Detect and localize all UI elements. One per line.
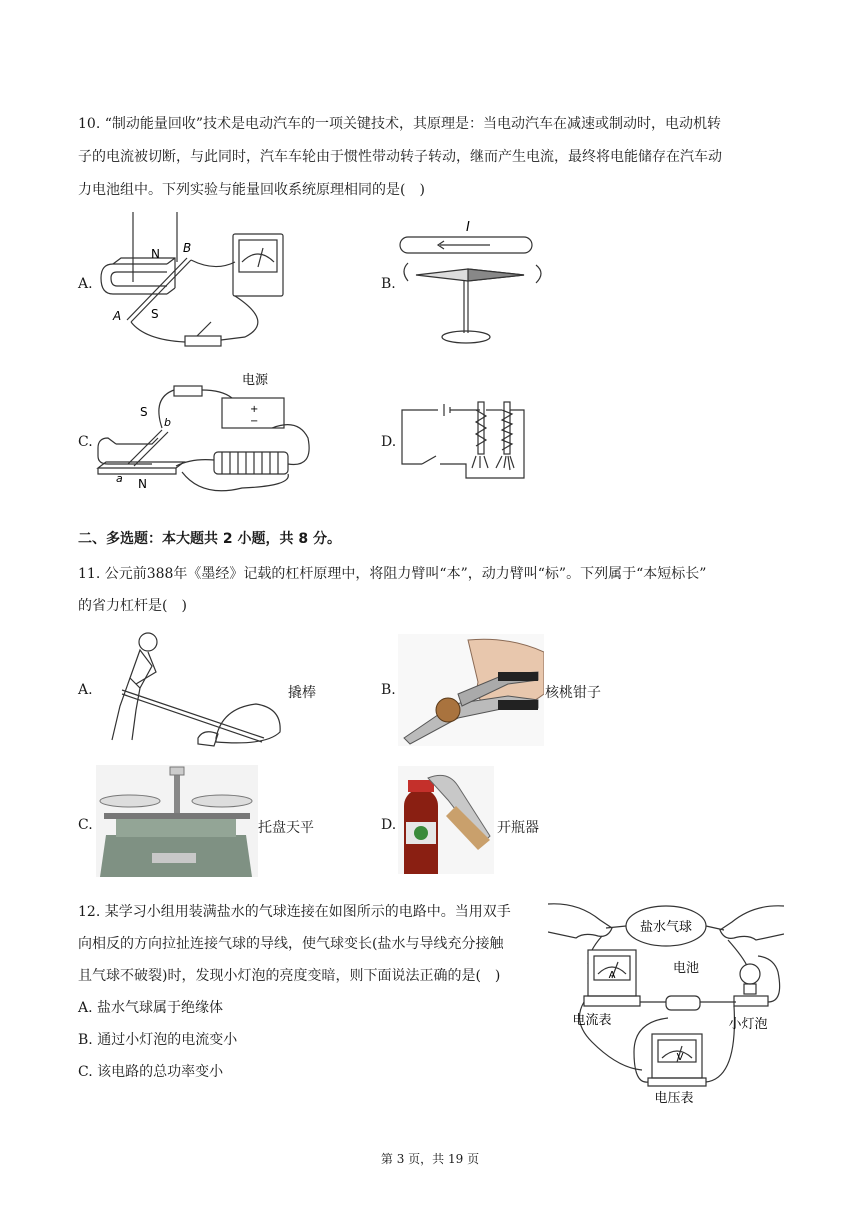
q11-figure-d-bottle-opener	[398, 766, 494, 874]
q11-option-d-name: 开瓶器	[497, 820, 539, 836]
fig-c-label-s: S	[140, 405, 148, 419]
section-2-heading: 二、多选题：本大题共 2 小题，共 8 分。	[78, 531, 341, 547]
fig-a-label-a: A	[113, 309, 122, 323]
q12-line-1: 12. 某学习小组用装满盐水的气球连接在如图所示的电路中。当用双手	[78, 904, 511, 920]
q12-ammeter-symbol: A	[608, 970, 616, 981]
q10-figure-c-motor	[92, 368, 317, 503]
q11-figure-a-crowbar	[96, 628, 292, 750]
question-11-stem	[78, 558, 778, 622]
question-10-stem	[78, 108, 783, 207]
q10-option-c-label: C.	[78, 434, 93, 450]
q10-option-b-label: B.	[381, 276, 396, 292]
q12-line-3: 且气球不破裂)时，发现小灯泡的亮度变暗，则下面说法正确的是( )	[78, 968, 501, 984]
q10-figure-b-oersted	[398, 215, 553, 350]
q10-option-a-label: A.	[78, 276, 93, 292]
q10-figure-d-electromagnets	[398, 396, 528, 486]
q11-option-a-letter: A.	[78, 682, 93, 698]
q12-voltmeter-symbol: V	[676, 1052, 684, 1063]
fig-c-label-plus: +	[250, 404, 259, 415]
fig-c-label-power: 电源	[242, 373, 269, 388]
q12-label-balloon: 盐水气球	[639, 920, 693, 935]
q12-line-2: 向相反的方向拉扯连接气球的导线，使气球变长(盐水与导线充分接触	[78, 936, 504, 952]
q11-option-c-letter: C.	[78, 817, 93, 833]
q11-figure-b-nutcracker	[398, 634, 544, 746]
fig-a-label-s: S	[151, 307, 159, 321]
q12-circuit-figure	[548, 892, 784, 1108]
fig-b-label-i: I	[466, 220, 470, 235]
q10-figure-a-generator	[95, 212, 295, 357]
q12-label-battery: 电池	[672, 961, 700, 976]
fig-a-label-b: B	[183, 241, 192, 255]
q12-label-ammeter: 电流表	[572, 1013, 612, 1028]
question-12-stem	[78, 896, 548, 1088]
q11-option-a-name: 撬棒	[288, 685, 316, 701]
fig-a-label-n: N	[151, 247, 160, 261]
page-footer: 第 3 页，共 19 页	[380, 1152, 480, 1166]
q10-line-1: 10. “制动能量回收”技术是电动汽车的一项关键技术，其原理是：当电动汽车在减速或制动时，电动机转	[78, 116, 722, 132]
fig-c-label-a: a	[116, 472, 123, 485]
q12-option-c: C. 该电路的总功率变小	[78, 1064, 224, 1080]
q12-option-b: B. 通过小灯泡的电流变小	[78, 1032, 238, 1048]
q11-line-1: 11. 公元前388年《墨经》记载的杠杆原理中，将阻力臂叫“本”，动力臂叫“标”。下列属于“本短标长”	[78, 566, 707, 582]
q11-option-c-name: 托盘天平	[258, 820, 314, 836]
q11-option-b-name: 核桃钳子	[545, 685, 601, 701]
q10-line-3: 力电池组中。下列实验与能量回收系统原理相同的是( )	[78, 182, 425, 198]
q11-figure-c-balance	[96, 765, 258, 877]
q11-option-d-letter: D.	[381, 817, 397, 833]
q10-option-d-label: D.	[381, 434, 397, 450]
fig-c-label-b: b	[164, 416, 171, 429]
q12-label-voltmeter: 电压表	[654, 1091, 694, 1106]
q10-line-2: 子的电流被切断，与此同时，汽车车轮由于惯性带动转子转动，继而产生电流，最终将电能储存在汽车动	[78, 149, 722, 165]
q11-line-2: 的省力杠杆是( )	[78, 598, 187, 614]
q12-option-a: A. 盐水气球属于绝缘体	[78, 1000, 224, 1016]
fig-c-label-n: N	[138, 477, 147, 491]
q12-label-bulb: 小灯泡	[728, 1017, 768, 1032]
fig-c-label-minus: −	[250, 416, 259, 427]
q11-option-b-letter: B.	[381, 682, 396, 698]
